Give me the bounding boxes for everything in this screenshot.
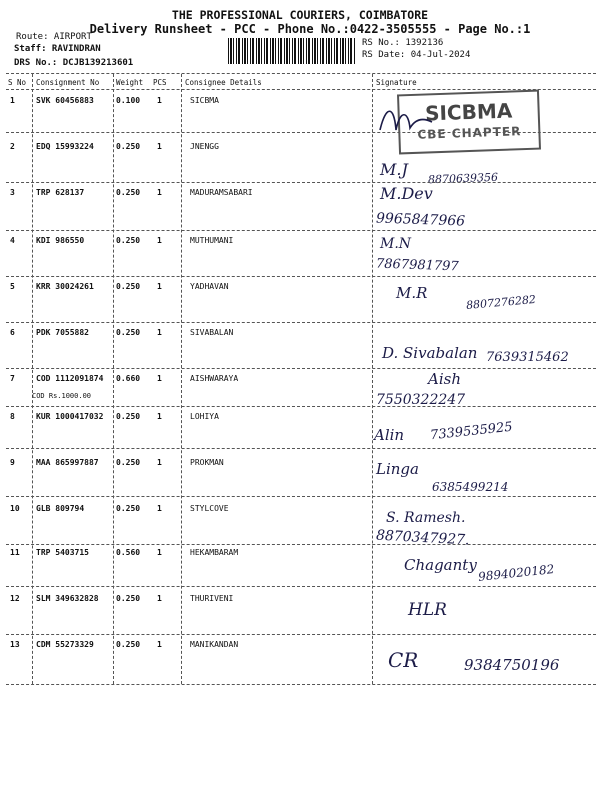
- row-weight: 0.250: [116, 142, 141, 151]
- company-title: THE PROFESSIONAL COURIERS, COIMBATORE: [171, 8, 429, 22]
- signature: M.N: [380, 236, 412, 252]
- row-weight: 0.250: [116, 236, 141, 245]
- row-weight: 0.250: [116, 594, 141, 603]
- stamp-text: SICBMA: [424, 98, 513, 126]
- col-consignment: Consignment No: [36, 78, 100, 87]
- row-sno: 6: [10, 328, 15, 337]
- row-consignment: COD 1112091874: [36, 374, 104, 383]
- row-consignment: KUR 1000417032: [36, 412, 104, 421]
- row-sno: 3: [10, 188, 15, 197]
- signature-phone: 9384750196: [464, 656, 560, 674]
- row-pcs: 1: [157, 236, 162, 245]
- row-divider: [6, 496, 596, 497]
- cod-amount: COD Rs.1000.00: [32, 392, 92, 400]
- column-divider: [372, 74, 373, 684]
- row-divider: [6, 544, 596, 545]
- signature-phone: 9894020182: [477, 562, 555, 584]
- row-consignee: JNENGG: [190, 142, 219, 151]
- row-weight: 0.100: [116, 96, 141, 105]
- row-sno: 2: [10, 142, 15, 151]
- row-sno: 5: [10, 282, 15, 291]
- table-top-rule: [6, 73, 596, 74]
- row-consignee: LOHIYA: [190, 412, 219, 421]
- row-sno: 12: [10, 594, 20, 603]
- row-consignment: SVK 60456883: [36, 96, 94, 105]
- row-sno: 7: [10, 374, 15, 383]
- row-consignee: SICBMA: [190, 96, 219, 105]
- rs-date: RS Date: 04-Jul-2024: [362, 50, 471, 60]
- signature: M.R: [396, 284, 428, 302]
- row-weight: 0.250: [116, 328, 141, 337]
- row-pcs: 1: [157, 458, 162, 467]
- row-pcs: 1: [157, 142, 162, 151]
- barcode: [228, 38, 356, 64]
- drs-number: DRS No.: DCJB139213601: [14, 58, 134, 68]
- signature-phone: 7550322247: [376, 392, 466, 408]
- signature: CR: [388, 648, 419, 672]
- row-weight: 0.660: [116, 374, 141, 383]
- row-consignee: STYLCOVE: [190, 504, 229, 513]
- row-consignee: THURIVENI: [190, 594, 234, 603]
- signature: Chaganty: [404, 556, 477, 574]
- row-consignee: HEKAMBARAM: [190, 548, 239, 557]
- signature-phone: 7339535925: [429, 419, 514, 444]
- row-divider: [6, 368, 596, 369]
- signature: S. Ramesh.: [386, 510, 466, 526]
- row-consignee: MUTHUMANI: [190, 236, 234, 245]
- rs-number: RS No.: 1392136: [362, 38, 444, 48]
- signature: M.Dev: [380, 184, 433, 203]
- row-divider: [6, 586, 596, 587]
- row-consignment: SLM 349632828: [36, 594, 99, 603]
- row-pcs: 1: [157, 374, 162, 383]
- row-weight: 0.250: [116, 640, 141, 649]
- row-pcs: 1: [157, 412, 162, 421]
- column-divider: [181, 74, 182, 684]
- row-pcs: 1: [157, 328, 162, 337]
- row-divider: [6, 322, 596, 323]
- row-weight: 0.250: [116, 188, 141, 197]
- row-consignee: AISHWARAYA: [190, 374, 239, 383]
- signature-phone: 8807276282: [465, 292, 537, 313]
- row-pcs: 1: [157, 640, 162, 649]
- row-divider: [6, 406, 596, 407]
- row-consignee: PROKMAN: [190, 458, 224, 467]
- row-divider: [6, 276, 596, 277]
- col-weight: Weight: [116, 78, 144, 87]
- signature: HLR: [408, 600, 447, 620]
- row-consignment: TRP 5403715: [36, 548, 89, 557]
- row-sno: 4: [10, 236, 15, 245]
- signature-phone: 7639315462: [486, 350, 569, 365]
- row-consignment: PDK 7055882: [36, 328, 89, 337]
- row-consignment: TRP 628137: [36, 188, 85, 197]
- row-consignee: YADHAVAN: [190, 282, 229, 291]
- signature-phone: 8870347927.: [375, 527, 470, 549]
- signature-phone: 6385499214: [432, 480, 509, 494]
- row-sno: 13: [10, 640, 20, 649]
- row-consignment: EDQ 15993224: [36, 142, 94, 151]
- row-weight: 0.250: [116, 458, 141, 467]
- stamp-subtext: CBE CHAPTER: [417, 124, 522, 142]
- row-consignment: MAA 865997887: [36, 458, 99, 467]
- row-divider: [6, 132, 596, 133]
- column-divider: [113, 74, 114, 684]
- col-sno: S No: [8, 78, 27, 87]
- row-pcs: 1: [157, 96, 162, 105]
- row-divider: [6, 634, 596, 635]
- row-consignee: MANIKANDAN: [190, 640, 239, 649]
- row-consignment: KDI 986550: [36, 236, 85, 245]
- staff-label: Staff: RAVINDRAN: [14, 44, 101, 54]
- signature-scribble: [376, 100, 436, 140]
- row-consignee: MADURAMSABARI: [190, 188, 253, 197]
- table-bottom-rule: [6, 684, 596, 685]
- row-pcs: 1: [157, 504, 162, 513]
- row-pcs: 1: [157, 282, 162, 291]
- signature-phone: 7867981797: [375, 256, 459, 275]
- row-sno: 9: [10, 458, 15, 467]
- row-sno: 1: [10, 96, 15, 105]
- row-pcs: 1: [157, 548, 162, 557]
- row-pcs: 1: [157, 594, 162, 603]
- row-consignment: CDM 55273329: [36, 640, 94, 649]
- signature-phone: 9965847966: [375, 210, 466, 230]
- column-divider: [32, 74, 33, 684]
- signature: M.J: [380, 160, 408, 179]
- runsheet-title: Delivery Runsheet - PCC - Phone No.:0422-3505555 - Page No.:1: [89, 22, 531, 36]
- row-weight: 0.560: [116, 548, 141, 557]
- row-consignment: KRR 30024261: [36, 282, 94, 291]
- row-weight: 0.250: [116, 282, 141, 291]
- route-label: Route: AIRPORT: [16, 32, 92, 42]
- row-pcs: 1: [157, 188, 162, 197]
- col-signature: Signature: [376, 78, 417, 87]
- row-sno: 8: [10, 412, 15, 421]
- row-sno: 10: [10, 504, 20, 513]
- signature-phone: 8870639356: [427, 170, 499, 187]
- col-pcs: PCS: [153, 78, 167, 87]
- row-consignee: SIVABALAN: [190, 328, 234, 337]
- signature: Alin: [374, 426, 405, 444]
- row-divider: [6, 448, 596, 449]
- row-sno: 11: [10, 548, 20, 557]
- row-divider: [6, 230, 596, 231]
- signature: D. Sivabalan: [382, 344, 478, 362]
- row-consignment: GLB 809794: [36, 504, 85, 513]
- col-consignee: Consignee Details: [185, 78, 262, 87]
- row-weight: 0.250: [116, 412, 141, 421]
- signature: Linga: [376, 460, 419, 478]
- row-weight: 0.250: [116, 504, 141, 513]
- signature: Aish: [428, 370, 461, 388]
- row-divider: [6, 182, 596, 183]
